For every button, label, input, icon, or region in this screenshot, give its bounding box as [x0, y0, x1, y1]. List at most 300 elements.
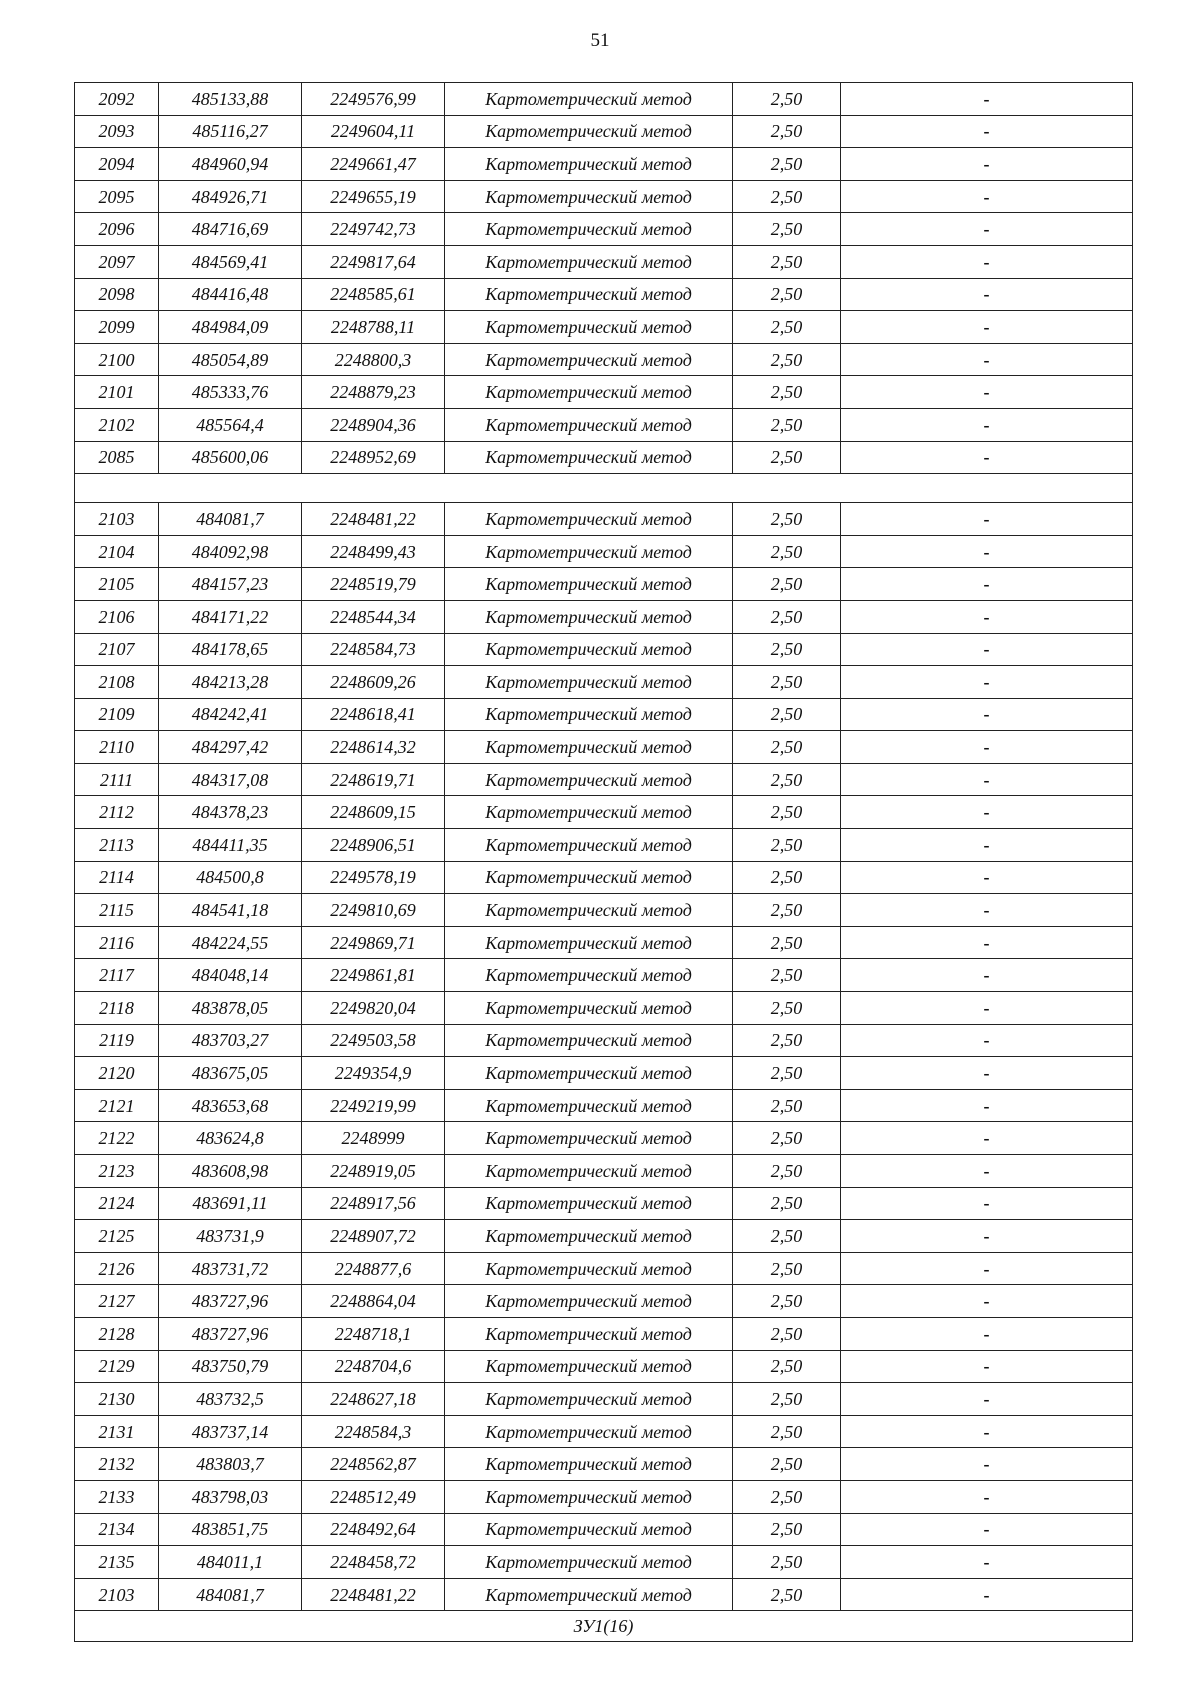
method-cell: Картометрический метод	[445, 503, 733, 536]
y-coordinate-cell: 2248864,04	[302, 1285, 445, 1318]
method-cell: Картометрический метод	[445, 311, 733, 344]
accuracy-cell: 2,50	[733, 1122, 841, 1155]
point-number-cell: 2133	[75, 1480, 159, 1513]
accuracy-cell: 2,50	[733, 731, 841, 764]
x-coordinate-cell: 484960,94	[159, 148, 302, 181]
table-row	[75, 1480, 1133, 1513]
table-row	[75, 180, 1133, 213]
point-number-cell: 2135	[75, 1546, 159, 1579]
table-row	[75, 633, 1133, 666]
accuracy-cell: 2,50	[733, 1024, 841, 1057]
note-cell: -	[841, 1317, 1133, 1350]
method-cell: Картометрический метод	[445, 600, 733, 633]
method-cell: Картометрический метод	[445, 1350, 733, 1383]
x-coordinate-cell: 483624,8	[159, 1122, 302, 1155]
table-row	[75, 343, 1133, 376]
separator-cell	[75, 474, 1133, 503]
x-coordinate-cell: 483750,79	[159, 1350, 302, 1383]
note-cell: -	[841, 568, 1133, 601]
accuracy-cell: 2,50	[733, 245, 841, 278]
accuracy-cell: 2,50	[733, 763, 841, 796]
table-row	[75, 1350, 1133, 1383]
accuracy-cell: 2,50	[733, 1252, 841, 1285]
y-coordinate-cell: 2249354,9	[302, 1057, 445, 1090]
accuracy-cell: 2,50	[733, 1546, 841, 1579]
method-cell: Картометрический метод	[445, 1252, 733, 1285]
page-number: 51	[590, 30, 610, 51]
y-coordinate-cell: 2249578,19	[302, 861, 445, 894]
table-row	[75, 1024, 1133, 1057]
note-cell: -	[841, 1024, 1133, 1057]
y-coordinate-cell: 2248999	[302, 1122, 445, 1155]
note-cell: -	[841, 535, 1133, 568]
method-cell: Картометрический метод	[445, 861, 733, 894]
accuracy-cell: 2,50	[733, 1155, 841, 1188]
y-coordinate-cell: 2248627,18	[302, 1383, 445, 1416]
point-number-cell: 2105	[75, 568, 159, 601]
point-number-cell: 2110	[75, 731, 159, 764]
y-coordinate-cell: 2248481,22	[302, 1578, 445, 1611]
accuracy-cell: 2,50	[733, 1317, 841, 1350]
x-coordinate-cell: 484081,7	[159, 1578, 302, 1611]
point-number-cell: 2116	[75, 926, 159, 959]
method-cell: Картометрический метод	[445, 1024, 733, 1057]
point-number-cell: 2130	[75, 1383, 159, 1416]
point-number-cell: 2103	[75, 503, 159, 536]
x-coordinate-cell: 484416,48	[159, 278, 302, 311]
x-coordinate-cell: 485054,89	[159, 343, 302, 376]
y-coordinate-cell: 2248609,15	[302, 796, 445, 829]
x-coordinate-cell: 485333,76	[159, 376, 302, 409]
point-number-cell: 2097	[75, 245, 159, 278]
table-row	[75, 1317, 1133, 1350]
y-coordinate-cell: 2248877,6	[302, 1252, 445, 1285]
method-cell: Картометрический метод	[445, 408, 733, 441]
note-cell: -	[841, 763, 1133, 796]
accuracy-cell: 2,50	[733, 568, 841, 601]
y-coordinate-cell: 2248562,87	[302, 1448, 445, 1481]
table-row	[75, 1122, 1133, 1155]
group-2-rows	[75, 503, 1133, 1611]
x-coordinate-cell: 485564,4	[159, 408, 302, 441]
y-coordinate-cell: 2248919,05	[302, 1155, 445, 1188]
method-cell: Картометрический метод	[445, 148, 733, 181]
y-coordinate-cell: 2248499,43	[302, 535, 445, 568]
table-row	[75, 1578, 1133, 1611]
note-cell: -	[841, 1448, 1133, 1481]
x-coordinate-cell: 483732,5	[159, 1383, 302, 1416]
point-number-cell: 2093	[75, 115, 159, 148]
section-footer	[75, 1611, 1133, 1642]
y-coordinate-cell: 2248718,1	[302, 1317, 445, 1350]
note-cell: -	[841, 796, 1133, 829]
method-cell: Картометрический метод	[445, 278, 733, 311]
note-cell: -	[841, 1057, 1133, 1090]
point-number-cell: 2129	[75, 1350, 159, 1383]
y-coordinate-cell: 2248904,36	[302, 408, 445, 441]
accuracy-cell: 2,50	[733, 1089, 841, 1122]
point-number-cell: 2122	[75, 1122, 159, 1155]
point-number-cell: 2123	[75, 1155, 159, 1188]
method-cell: Картометрический метод	[445, 115, 733, 148]
y-coordinate-cell: 2248585,61	[302, 278, 445, 311]
point-number-cell: 2107	[75, 633, 159, 666]
method-cell: Картометрический метод	[445, 731, 733, 764]
accuracy-cell: 2,50	[733, 278, 841, 311]
x-coordinate-cell: 484317,08	[159, 763, 302, 796]
x-coordinate-cell: 484242,41	[159, 698, 302, 731]
note-cell: -	[841, 1383, 1133, 1416]
method-cell: Картометрический метод	[445, 1220, 733, 1253]
x-coordinate-cell: 483727,96	[159, 1317, 302, 1350]
method-cell: Картометрический метод	[445, 343, 733, 376]
method-cell: Картометрический метод	[445, 1513, 733, 1546]
y-coordinate-cell: 2249742,73	[302, 213, 445, 246]
note-cell: -	[841, 1155, 1133, 1188]
point-number-cell: 2085	[75, 441, 159, 474]
table-row	[75, 1448, 1133, 1481]
x-coordinate-cell: 483653,68	[159, 1089, 302, 1122]
method-cell: Картометрический метод	[445, 1089, 733, 1122]
accuracy-cell: 2,50	[733, 633, 841, 666]
table-row	[75, 698, 1133, 731]
x-coordinate-cell: 484411,35	[159, 829, 302, 862]
y-coordinate-cell: 2248788,11	[302, 311, 445, 344]
note-cell: -	[841, 1187, 1133, 1220]
accuracy-cell: 2,50	[733, 1513, 841, 1546]
x-coordinate-cell: 484157,23	[159, 568, 302, 601]
y-coordinate-cell: 2248879,23	[302, 376, 445, 409]
note-cell: -	[841, 376, 1133, 409]
point-number-cell: 2104	[75, 535, 159, 568]
table-row	[75, 1285, 1133, 1318]
accuracy-cell: 2,50	[733, 503, 841, 536]
table-row	[75, 1057, 1133, 1090]
accuracy-cell: 2,50	[733, 408, 841, 441]
note-cell: -	[841, 731, 1133, 764]
method-cell: Картометрический метод	[445, 1383, 733, 1416]
note-cell: -	[841, 666, 1133, 699]
point-number-cell: 2096	[75, 213, 159, 246]
accuracy-cell: 2,50	[733, 83, 841, 116]
note-cell: -	[841, 633, 1133, 666]
accuracy-cell: 2,50	[733, 1057, 841, 1090]
x-coordinate-cell: 484926,71	[159, 180, 302, 213]
method-cell: Картометрический метод	[445, 1155, 733, 1188]
accuracy-cell: 2,50	[733, 894, 841, 927]
table-row	[75, 861, 1133, 894]
y-coordinate-cell: 2248618,41	[302, 698, 445, 731]
method-cell: Картометрический метод	[445, 1578, 733, 1611]
note-cell: -	[841, 408, 1133, 441]
accuracy-cell: 2,50	[733, 1187, 841, 1220]
y-coordinate-cell: 2248917,56	[302, 1187, 445, 1220]
x-coordinate-cell: 483737,14	[159, 1415, 302, 1448]
note-cell: -	[841, 441, 1133, 474]
note-cell: -	[841, 600, 1133, 633]
point-number-cell: 2119	[75, 1024, 159, 1057]
accuracy-cell: 2,50	[733, 829, 841, 862]
x-coordinate-cell: 485133,88	[159, 83, 302, 116]
point-number-cell: 2128	[75, 1317, 159, 1350]
point-number-cell: 2113	[75, 829, 159, 862]
method-cell: Картометрический метод	[445, 633, 733, 666]
y-coordinate-cell: 2248492,64	[302, 1513, 445, 1546]
table-row	[75, 894, 1133, 927]
y-coordinate-cell: 2249604,11	[302, 115, 445, 148]
point-number-cell: 2124	[75, 1187, 159, 1220]
x-coordinate-cell: 483703,27	[159, 1024, 302, 1057]
y-coordinate-cell: 2248481,22	[302, 503, 445, 536]
y-coordinate-cell: 2248512,49	[302, 1480, 445, 1513]
x-coordinate-cell: 483608,98	[159, 1155, 302, 1188]
method-cell: Картометрический метод	[445, 698, 733, 731]
accuracy-cell: 2,50	[733, 1415, 841, 1448]
x-coordinate-cell: 484092,98	[159, 535, 302, 568]
table-row	[75, 763, 1133, 796]
y-coordinate-cell: 2248609,26	[302, 666, 445, 699]
accuracy-cell: 2,50	[733, 376, 841, 409]
y-coordinate-cell: 2249661,47	[302, 148, 445, 181]
x-coordinate-cell: 484297,42	[159, 731, 302, 764]
y-coordinate-cell: 2249503,58	[302, 1024, 445, 1057]
note-cell: -	[841, 959, 1133, 992]
table-row	[75, 1220, 1133, 1253]
accuracy-cell: 2,50	[733, 1480, 841, 1513]
x-coordinate-cell: 484541,18	[159, 894, 302, 927]
x-coordinate-cell: 483731,72	[159, 1252, 302, 1285]
y-coordinate-cell: 2249820,04	[302, 992, 445, 1025]
note-cell: -	[841, 343, 1133, 376]
table-row	[75, 568, 1133, 601]
x-coordinate-cell: 483798,03	[159, 1480, 302, 1513]
x-coordinate-cell: 483851,75	[159, 1513, 302, 1546]
point-number-cell: 2095	[75, 180, 159, 213]
x-coordinate-cell: 484984,09	[159, 311, 302, 344]
accuracy-cell: 2,50	[733, 148, 841, 181]
point-number-cell: 2121	[75, 1089, 159, 1122]
accuracy-cell: 2,50	[733, 115, 841, 148]
accuracy-cell: 2,50	[733, 1448, 841, 1481]
table-row	[75, 148, 1133, 181]
method-cell: Картометрический метод	[445, 829, 733, 862]
note-cell: -	[841, 1285, 1133, 1318]
group-1-rows	[75, 83, 1133, 474]
table-row	[75, 311, 1133, 344]
note-cell: -	[841, 245, 1133, 278]
y-coordinate-cell: 2248907,72	[302, 1220, 445, 1253]
section-label: ЗУ1(16)	[75, 1611, 1133, 1642]
accuracy-cell: 2,50	[733, 311, 841, 344]
point-number-cell: 2131	[75, 1415, 159, 1448]
method-cell: Картометрический метод	[445, 376, 733, 409]
point-number-cell: 2102	[75, 408, 159, 441]
method-cell: Картометрический метод	[445, 959, 733, 992]
point-number-cell: 2114	[75, 861, 159, 894]
point-number-cell: 2099	[75, 311, 159, 344]
accuracy-cell: 2,50	[733, 1578, 841, 1611]
table-row	[75, 213, 1133, 246]
y-coordinate-cell: 2248614,32	[302, 731, 445, 764]
note-cell: -	[841, 1513, 1133, 1546]
note-cell: -	[841, 1089, 1133, 1122]
x-coordinate-cell: 484213,28	[159, 666, 302, 699]
note-cell: -	[841, 180, 1133, 213]
x-coordinate-cell: 485600,06	[159, 441, 302, 474]
table-row	[75, 278, 1133, 311]
note-cell: -	[841, 992, 1133, 1025]
x-coordinate-cell: 483878,05	[159, 992, 302, 1025]
table-row	[75, 796, 1133, 829]
y-coordinate-cell: 2249810,69	[302, 894, 445, 927]
accuracy-cell: 2,50	[733, 441, 841, 474]
table-row	[75, 503, 1133, 536]
x-coordinate-cell: 484716,69	[159, 213, 302, 246]
x-coordinate-cell: 484171,22	[159, 600, 302, 633]
accuracy-cell: 2,50	[733, 1285, 841, 1318]
y-coordinate-cell: 2249655,19	[302, 180, 445, 213]
point-number-cell: 2108	[75, 666, 159, 699]
method-cell: Картометрический метод	[445, 1448, 733, 1481]
note-cell: -	[841, 829, 1133, 862]
accuracy-cell: 2,50	[733, 600, 841, 633]
y-coordinate-cell: 2248519,79	[302, 568, 445, 601]
accuracy-cell: 2,50	[733, 213, 841, 246]
note-cell: -	[841, 83, 1133, 116]
note-cell: -	[841, 148, 1133, 181]
note-cell: -	[841, 1415, 1133, 1448]
x-coordinate-cell: 484048,14	[159, 959, 302, 992]
method-cell: Картометрический метод	[445, 213, 733, 246]
point-number-cell: 2118	[75, 992, 159, 1025]
accuracy-cell: 2,50	[733, 926, 841, 959]
x-coordinate-cell: 484178,65	[159, 633, 302, 666]
point-number-cell: 2111	[75, 763, 159, 796]
table-row	[75, 1089, 1133, 1122]
method-cell: Картометрический метод	[445, 441, 733, 474]
point-number-cell: 2127	[75, 1285, 159, 1318]
y-coordinate-cell: 2248906,51	[302, 829, 445, 862]
table-row	[75, 666, 1133, 699]
table-row	[75, 1252, 1133, 1285]
y-coordinate-cell: 2249219,99	[302, 1089, 445, 1122]
accuracy-cell: 2,50	[733, 796, 841, 829]
method-cell: Картометрический метод	[445, 180, 733, 213]
method-cell: Картометрический метод	[445, 666, 733, 699]
table-row	[75, 83, 1133, 116]
x-coordinate-cell: 484569,41	[159, 245, 302, 278]
method-cell: Картометрический метод	[445, 1122, 733, 1155]
accuracy-cell: 2,50	[733, 1383, 841, 1416]
y-coordinate-cell: 2248458,72	[302, 1546, 445, 1579]
table-row	[75, 535, 1133, 568]
accuracy-cell: 2,50	[733, 959, 841, 992]
table-row	[75, 115, 1133, 148]
table-row	[75, 1546, 1133, 1579]
accuracy-cell: 2,50	[733, 861, 841, 894]
table-row	[75, 245, 1133, 278]
note-cell: -	[841, 115, 1133, 148]
note-cell: -	[841, 311, 1133, 344]
accuracy-cell: 2,50	[733, 535, 841, 568]
x-coordinate-cell: 484081,7	[159, 503, 302, 536]
y-coordinate-cell: 2249817,64	[302, 245, 445, 278]
point-number-cell: 2132	[75, 1448, 159, 1481]
method-cell: Картометрический метод	[445, 1317, 733, 1350]
note-cell: -	[841, 861, 1133, 894]
method-cell: Картометрический метод	[445, 83, 733, 116]
table-row	[75, 731, 1133, 764]
y-coordinate-cell: 2248952,69	[302, 441, 445, 474]
method-cell: Картометрический метод	[445, 1057, 733, 1090]
point-number-cell: 2092	[75, 83, 159, 116]
note-cell: -	[841, 1350, 1133, 1383]
separator-row	[75, 474, 1133, 503]
point-number-cell: 2115	[75, 894, 159, 927]
note-cell: -	[841, 1578, 1133, 1611]
y-coordinate-cell: 2248800,3	[302, 343, 445, 376]
y-coordinate-cell: 2248584,3	[302, 1415, 445, 1448]
x-coordinate-cell: 484011,1	[159, 1546, 302, 1579]
point-number-cell: 2100	[75, 343, 159, 376]
point-number-cell: 2109	[75, 698, 159, 731]
table-row	[75, 1415, 1133, 1448]
table-row	[75, 1513, 1133, 1546]
note-cell: -	[841, 698, 1133, 731]
method-cell: Картометрический метод	[445, 992, 733, 1025]
point-number-cell: 2125	[75, 1220, 159, 1253]
point-number-cell: 2106	[75, 600, 159, 633]
x-coordinate-cell: 483691,11	[159, 1187, 302, 1220]
x-coordinate-cell: 484500,8	[159, 861, 302, 894]
table-row	[75, 1155, 1133, 1188]
y-coordinate-cell: 2249861,81	[302, 959, 445, 992]
method-cell: Картометрический метод	[445, 1187, 733, 1220]
y-coordinate-cell: 2248584,73	[302, 633, 445, 666]
accuracy-cell: 2,50	[733, 666, 841, 699]
accuracy-cell: 2,50	[733, 698, 841, 731]
note-cell: -	[841, 1122, 1133, 1155]
method-cell: Картометрический метод	[445, 535, 733, 568]
note-cell: -	[841, 503, 1133, 536]
note-cell: -	[841, 1220, 1133, 1253]
method-cell: Картометрический метод	[445, 1285, 733, 1318]
table-row	[75, 1187, 1133, 1220]
group-separator	[75, 474, 1133, 503]
note-cell: -	[841, 1480, 1133, 1513]
point-number-cell: 2098	[75, 278, 159, 311]
y-coordinate-cell: 2248544,34	[302, 600, 445, 633]
accuracy-cell: 2,50	[733, 180, 841, 213]
accuracy-cell: 2,50	[733, 1350, 841, 1383]
y-coordinate-cell: 2249869,71	[302, 926, 445, 959]
x-coordinate-cell: 484378,23	[159, 796, 302, 829]
point-number-cell: 2112	[75, 796, 159, 829]
y-coordinate-cell: 2249576,99	[302, 83, 445, 116]
coordinates-table	[74, 82, 1133, 1642]
method-cell: Картометрический метод	[445, 245, 733, 278]
table-row	[75, 376, 1133, 409]
method-cell: Картометрический метод	[445, 568, 733, 601]
table-row	[75, 829, 1133, 862]
accuracy-cell: 2,50	[733, 992, 841, 1025]
x-coordinate-cell: 483803,7	[159, 1448, 302, 1481]
point-number-cell: 2126	[75, 1252, 159, 1285]
y-coordinate-cell: 2248619,71	[302, 763, 445, 796]
x-coordinate-cell: 483731,9	[159, 1220, 302, 1253]
method-cell: Картометрический метод	[445, 1546, 733, 1579]
table-row	[75, 959, 1133, 992]
